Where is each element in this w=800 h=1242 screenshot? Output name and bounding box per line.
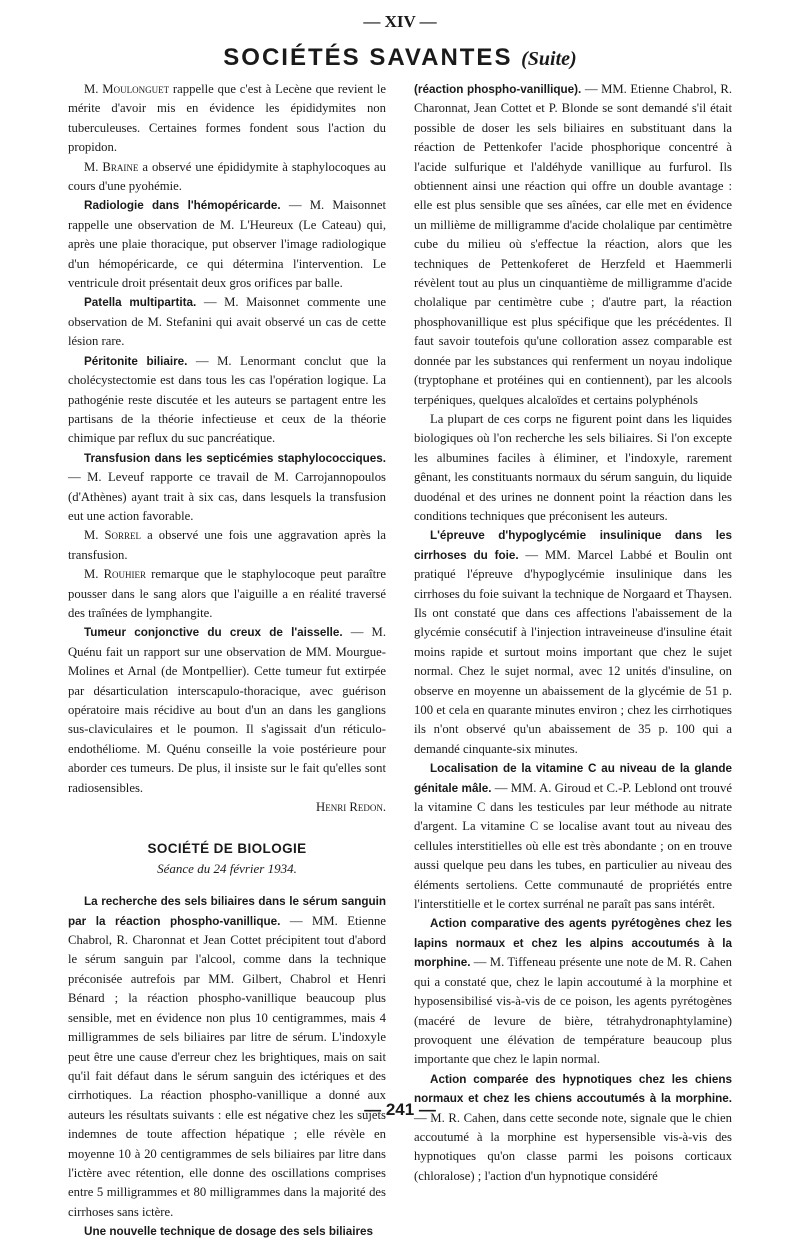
paragraph xyxy=(68,892,386,1222)
page-title xyxy=(0,44,800,72)
title-suite: (Suite) xyxy=(521,48,577,70)
paragraph-text: — M. Leveuf rapporte ce travail de M. Carrojannopoulos (d'Athènes) ayant trait à six cas, dans lesquels la transfusion eut une action favorable. xyxy=(68,470,386,523)
paragraph xyxy=(414,410,732,526)
paragraph xyxy=(68,526,386,565)
paragraph xyxy=(68,158,386,197)
paragraph-heading: Patella multipartita. xyxy=(84,296,197,310)
paragraph xyxy=(414,914,732,1069)
paragraph-text: remarque que le staphylocoque peut paraître pousser dans le sang alors que l'aiguille a en réalité traversé des traînées de lymphangite. xyxy=(68,567,386,620)
title-text: SOCIÉTÉS SAVANTES xyxy=(223,44,513,71)
paragraph xyxy=(414,526,732,759)
paragraph xyxy=(414,80,732,410)
paragraph-heading: L'épreuve d'hypoglycémie insulinique dans les cirrhoses du foie. xyxy=(414,529,732,562)
paragraph-text: La plupart de ces corps ne figurent point dans les liquides biologiques où l'on recherche les sels biliaires. Si l'on excepte les albumines faciles à éliminer, et l'indoxyle, rarement gênant, les constituants normaux du sérum sanguin, du liquide duodénal et des urines ne donnent point la réaction dans les conditions techniques que préconisent les auteurs. xyxy=(414,411,732,523)
paragraph-heading: Radiologie dans l'hémopéricarde. xyxy=(84,199,281,213)
paragraph xyxy=(68,565,386,623)
paragraph-text: rappelle que c'est à Lecène que revient le mérite d'avoir mis en évidence les épididymites non tuberculeuses. Certaines formes fondent sous l'action du propidon. xyxy=(68,82,386,155)
paragraph-text: — M. Tiffeneau présente une note de M. R. Cahen qui a constaté que, chez le lapin accoutumé à la morphine et hyposensibilisé vis-à-vis de ce poison, les agents pyrétogènes (macéré de levure de bière, tétrahydronaphtylamine) provoquent une élévation de température beaucoup plus importante que chez le lapin normal. xyxy=(414,955,732,1067)
right-column xyxy=(414,80,732,1186)
paragraph-text: a observé une fois une aggravation après la transfusion. xyxy=(68,528,386,562)
paragraph-text: — M. R. Cahen, dans cette seconde note, signale que le chien accoutumé à la morphine est hypersensible vis-à-vis des hypnotiques qu'on classe parmi les poisons corticaux (chloralose) ; l'action d'un hypnotique considéré xyxy=(414,1110,732,1183)
paragraph xyxy=(68,623,386,798)
paragraph xyxy=(68,80,386,158)
author-name: M. Sorrel xyxy=(84,528,142,543)
paragraph-heading: Transfusion dans les septicémies staphylococciques. xyxy=(84,451,386,465)
paragraph xyxy=(68,1222,386,1241)
paragraph-heading: Localisation de la vitamine C au niveau de la glande génitale mâle. xyxy=(414,762,732,795)
paragraph-text: a observé une épididymite à staphylocoques au cours d'une pyohémie. xyxy=(68,159,386,194)
paragraph-text: — MM. Etienne Chabrol, R. Charonnat, Jean Cottet et P. Blonde se sont demandé s'il était possible de doser les sels biliaires en substituant dans la réaction de Pettenkofer l'acide phosphorique concentré à l'acide sulfurique et l'aldéhyde vanillique au furfurol. Ils obtiennent ainsi une réaction qui offre un double avantage : elle est plus sensible que ses aînées, car elle met en évidence un millième de milligramme d'acide cholalique par centimètre cube du milieu où s'effectue la réaction, alors que les techniques de Pettenkoferet de Herzfeld et Haemmerli révèlent tout au plus un cinquantième de milligramme d'acide cholalique par centimètre cube ; d'autre part, la réaction phosphovanillique est plus spécifique que les précédentes. Il faut savoir toutefois qu'une colloration assez comparable est donnée par les substances qui renferment un noyau indolique (tryptophane et protéines qui en contiennent), par les alcools terpéniques, quelques alcaloïdes et certains polyphénols xyxy=(414,82,732,407)
paragraph-text: — MM. A. Giroud et C.-P. Leblond ont trouvé la vitamine C dans les testicules par leur méthode au nitrate d'argent. La vitamine C se localise avant tout au niveau des cellules interstitielles où elle est très abondante ; on en trouve aussi quelque peu dans les tubes, en particulier au niveau des éléments sertoliens. Cette communauté de propriétés entre l'interstitielle et le cortex surrénal ne paraît pas sans intérêt. xyxy=(414,780,732,912)
paragraph-heading: Une nouvelle technique de dosage des sels biliaires xyxy=(84,1225,374,1239)
paragraph xyxy=(414,759,732,914)
paragraph-heading: Action comparative des agents pyrétogènes chez les lapins normaux et chez les alpins accoutumés à la morphine. xyxy=(414,917,732,970)
paragraph-heading: Action comparée des hypnotiques chez les chiens normaux et chez les chiens accoutumés à la morphine. xyxy=(414,1072,732,1106)
paragraph-text: — M. Quénu fait un rapport sur une observation de MM. Mourgue-Molines et Arnal (de Montpellier). Cette tumeur fut extirpée par désarticulation interscapulo-thoracique, avec guérison opératoire mais récidive au bout d'un an dans les ganglions sus-claviculaires et le poumon. Il s'agissait d'un réticulo-endothéliome. M. Quénu conseille la voie postérieure pour aborder ces tumeurs. De plus, il insiste sur le fait qu'elles sont radiosensibles. xyxy=(68,625,386,795)
paragraph xyxy=(68,196,386,293)
left-column xyxy=(68,80,386,1242)
paragraph xyxy=(68,352,386,449)
paragraph xyxy=(68,449,386,527)
paragraph-text: — M. Maisonnet rappelle une observation de M. L'Heureux (Le Cateau) qui, après une plaie thoracique, put observer l'image radiologique d'un hémopéricarde, ce qui détermina l'intervention. Le ventricule droit présentait deux gros orifices par balle. xyxy=(68,198,386,291)
section-date: Séance du 24 février 1934. xyxy=(157,860,297,876)
paragraph-heading: (réaction phospho-vanillique). xyxy=(414,83,582,96)
paragraph xyxy=(68,293,386,351)
paragraph-heading: La recherche des sels biliaires dans le sérum sanguin par la réaction phospho-vanillique. xyxy=(68,895,386,928)
roman-page-number: — XIV — xyxy=(363,12,437,31)
page-number: — 241 — xyxy=(364,1100,436,1119)
signature: Henri Redon. xyxy=(316,800,386,815)
paragraph-text: — MM. Marcel Labbé et Boulin ont pratiqué l'épreuve d'hypoglycémie insulinique dans les cirrhoses du foie suivant la technique de Norgaard et Thaysen. Ils ont constaté que dans ces affections l'abaissement de la glycémie consécutif à l'injection intraveineuse d'insuline était moins rapide et surtout moins important que chez le sujet normal. Chez le sujet normal, avec 12 unités d'insuline, on observe en moyenne un abaissement de la glycémie de 51 p. 100 et cela en quarante minutes environ ; chez les cirrhotiques ils n'ont observé qu'un abaissement de 35 p. 100 qui a demandé cinquante-six minutes. xyxy=(414,547,732,756)
paragraph-text: — MM. Etienne Chabrol, R. Charonnat et Jean Cottet précipitent tout d'abord le sérum sanguin par l'alcool, comme dans la technique préconisée autrefois par MM. Gilbert, Chabrol et Henri Bénard ; la réaction phospho-vanillique beaucoup plus sensible, met en évidence non plus 10 centigrammes, mais 4 milligrammes de sels biliaires par litre de sérum. L'indoxyle peut être une cause d'erreur chez les brightiques, mais on sait qu'il fait défaut dans le sérum sanguin des ictériques et des cirrhotiques. La réaction phospho-vanillique a donné aux auteurs les résultats suivants : elle est négative chez les sujets indemnes de toute affection hépatique ; elle révèle en moyenne 10 à 20 centigrammes de sels biliaires par litre dans l'ictère avec rétention, elle donne des oscillations comprises entre 5 milligrammes et 80 milligrammes dans la majorité des cirrhoses sans ictère. xyxy=(68,913,386,1219)
author-name: M. Braine xyxy=(84,159,139,174)
author-name: M. Moulonguet xyxy=(84,82,170,96)
section-title: SOCIÉTÉ DE BIOLOGIE xyxy=(147,841,307,857)
paragraph-heading: Péritonite biliaire. xyxy=(84,354,188,368)
author-name: M. Rouhier xyxy=(84,567,147,582)
paragraph-heading: Tumeur conjonctive du creux de l'aisselle. xyxy=(84,626,343,640)
paragraph-text: — M. Lenormant conclut que la cholécystectomie est dans tous les cas l'opération logique. La pathogénie reste discutée et les auteurs se partagent entre les partisans de la théorie infectieuse et ceux de la théorie chimique par reflux du suc pancréatique. xyxy=(68,353,387,446)
paragraph xyxy=(414,1070,732,1186)
paragraph-text: — M. Maisonnet commente une observation de M. Stefanini qui avait observé un cas de cette lésion rare. xyxy=(68,295,386,349)
